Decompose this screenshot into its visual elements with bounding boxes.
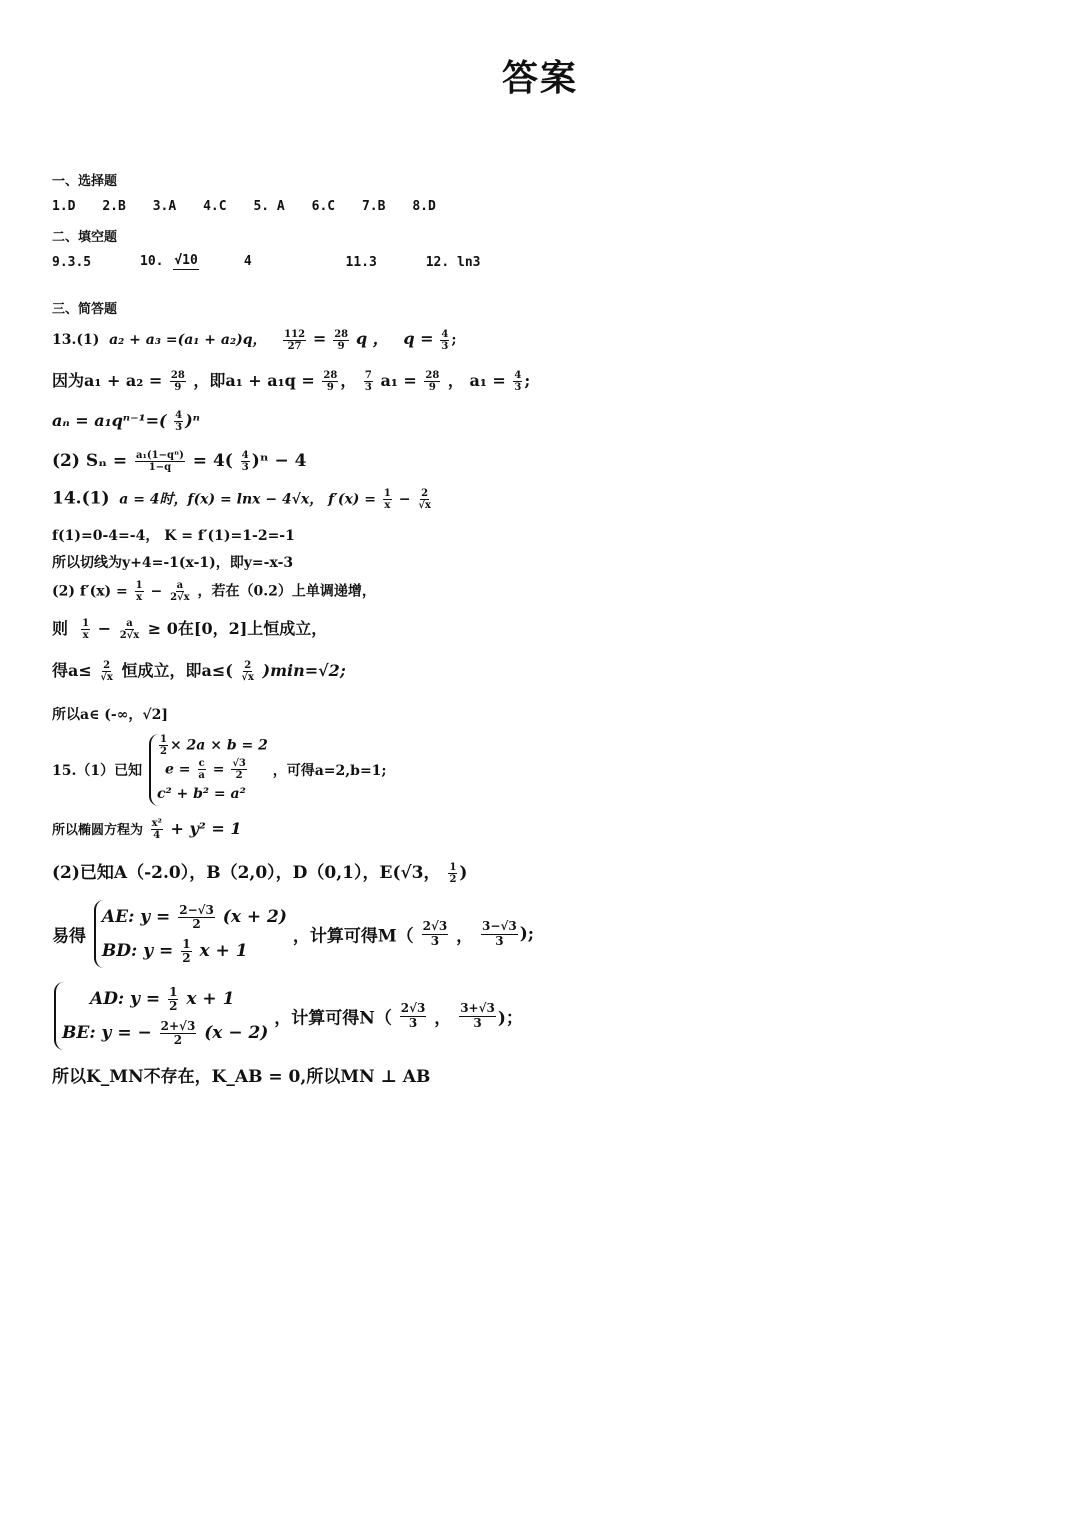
q15-line-1: 15.（1）已知 $\frac{1}{2}$ × 2a × b = 2 e = $\frac{c}{a}$ = $\frac{√3}{2}$ c² + b² = a² ，可得a=2,b=1;: [52, 734, 387, 806]
choice-answer: 5. A: [253, 199, 285, 214]
q14-line-7: 所以a∈ (-∞，√2]: [52, 707, 168, 723]
section-fill-blank-heading: 二、填空题: [52, 230, 118, 245]
section-short-answer-heading: 三、简答题: [52, 302, 118, 317]
q14-line-5: 则 $\frac{1}{x}$ − $\frac{a}{2√x}$ ≥ 0在[0，2]上恒成立，: [52, 618, 328, 641]
fill-answer-10: 10. √10 4: [140, 253, 252, 270]
q14-line-1: 14.(1) a = 4时，f(x) = lnx − 4√x， f′(x) = $\frac{1}{x}$ − $\frac{2}{√x}$: [52, 488, 431, 511]
q15-system-2: AE: y = $\frac{2-√3}{2}$ (x + 2) BD: y = $\frac{1}{2}$ x + 1: [94, 900, 287, 968]
q13-line-3: aₙ = a₁qⁿ⁻¹=( $\frac{4}{3}$ )ⁿ: [52, 410, 201, 433]
q15-system-1: $\frac{1}{2}$ × 2a × b = 2 e = $\frac{c}{a}$ = $\frac{√3}{2}$ c² + b² = a²: [149, 734, 268, 806]
q13-line-2: 因为a₁ + a₂ = $\frac{28}{9}$ ，即a₁ + a₁q = $\frac{28}{9}$ ， $\frac{7}{3}$ a₁ = $\frac{28}{9}$ ， a₁ = $\frac{4}{3}$ ;: [52, 370, 531, 393]
q13-line-4: (2) Sₙ = $\frac{\text{a₁(1−qⁿ)}}{1-q}$ = 4( $\frac{4}{3}$ )ⁿ − 4: [52, 450, 307, 473]
q13-line-1: 13.(1) a₂ + a₃ =(a₁ + a₂)q， $\frac{112}{27}$ = $\frac{28}{9}$ q ， q = $\frac{4}{3}$ ;: [52, 328, 457, 352]
choice-answers-row: [52, 198, 458, 214]
q15-line-4: 易得 AE: y = $\frac{2-√3}{2}$ (x + 2) BD: y = $\frac{1}{2}$ x + 1 ，计算可得M（ $\frac{2√3}{3}$ ， $\frac{3-√3}{3}$ );: [52, 900, 534, 968]
q15-conclusion: 所以K_MN不存在，K_AB = 0,所以MN ⊥ AB: [52, 1067, 431, 1087]
q15-line-5: AD: y = $\frac{1}{2}$ x + 1 BE: y = − $\frac{2+√3}{2}$ (x − 2) ，计算可得N（ $\frac{2√3}{3}$ ， $\frac{3+√3}{3}$ )；: [52, 982, 523, 1050]
choice-answer: 6.C: [311, 199, 336, 214]
fill-answer-11: 11.3: [345, 254, 377, 270]
q15-line-2: 所以椭圆方程为 $\frac{\text{x²}}{4}$ + y² = 1: [52, 818, 242, 841]
choice-answer: 2.B: [102, 199, 126, 214]
q14-line-4: (2) f′(x) = $\frac{1}{x}$ − $\frac{a}{2√x}$ ，若在（0.2）上单调递增，: [52, 580, 376, 603]
q15-system-3: AD: y = $\frac{1}{2}$ x + 1 BE: y = − $\frac{2+√3}{2}$ (x − 2): [54, 982, 268, 1050]
choice-answer: 1.D: [52, 199, 76, 214]
page-title: 答案: [501, 58, 578, 99]
fill-answers-row: [52, 254, 525, 270]
choice-answer: 7.B: [361, 199, 386, 214]
fill-answer-12: 12. ln3: [425, 254, 481, 270]
q14-line-2: f(1)=0-4=-4， K = f′(1)=1-2=-1: [52, 528, 295, 544]
choice-answer: 8.D: [412, 199, 436, 214]
fill-answer-9: 9.3.5: [52, 254, 92, 270]
choice-answer: 3.A: [152, 199, 177, 214]
q14-line-6: 得a≤ $\frac{2}{√x}$ 恒成立，即a≤( $\frac{2}{√x}$ )min=√2;: [52, 660, 346, 683]
choice-answer: 4.C: [203, 199, 227, 214]
section-multiple-choice-heading: 一、选择题: [52, 174, 118, 189]
q15-line-3: (2)已知A（-2.0），B（2,0），D（0,1），E(√3， $\frac{1}{2}$ ): [52, 862, 468, 885]
q14-line-3: 所以切线为y+4=-1(x-1)，即y=-x-3: [52, 555, 294, 571]
